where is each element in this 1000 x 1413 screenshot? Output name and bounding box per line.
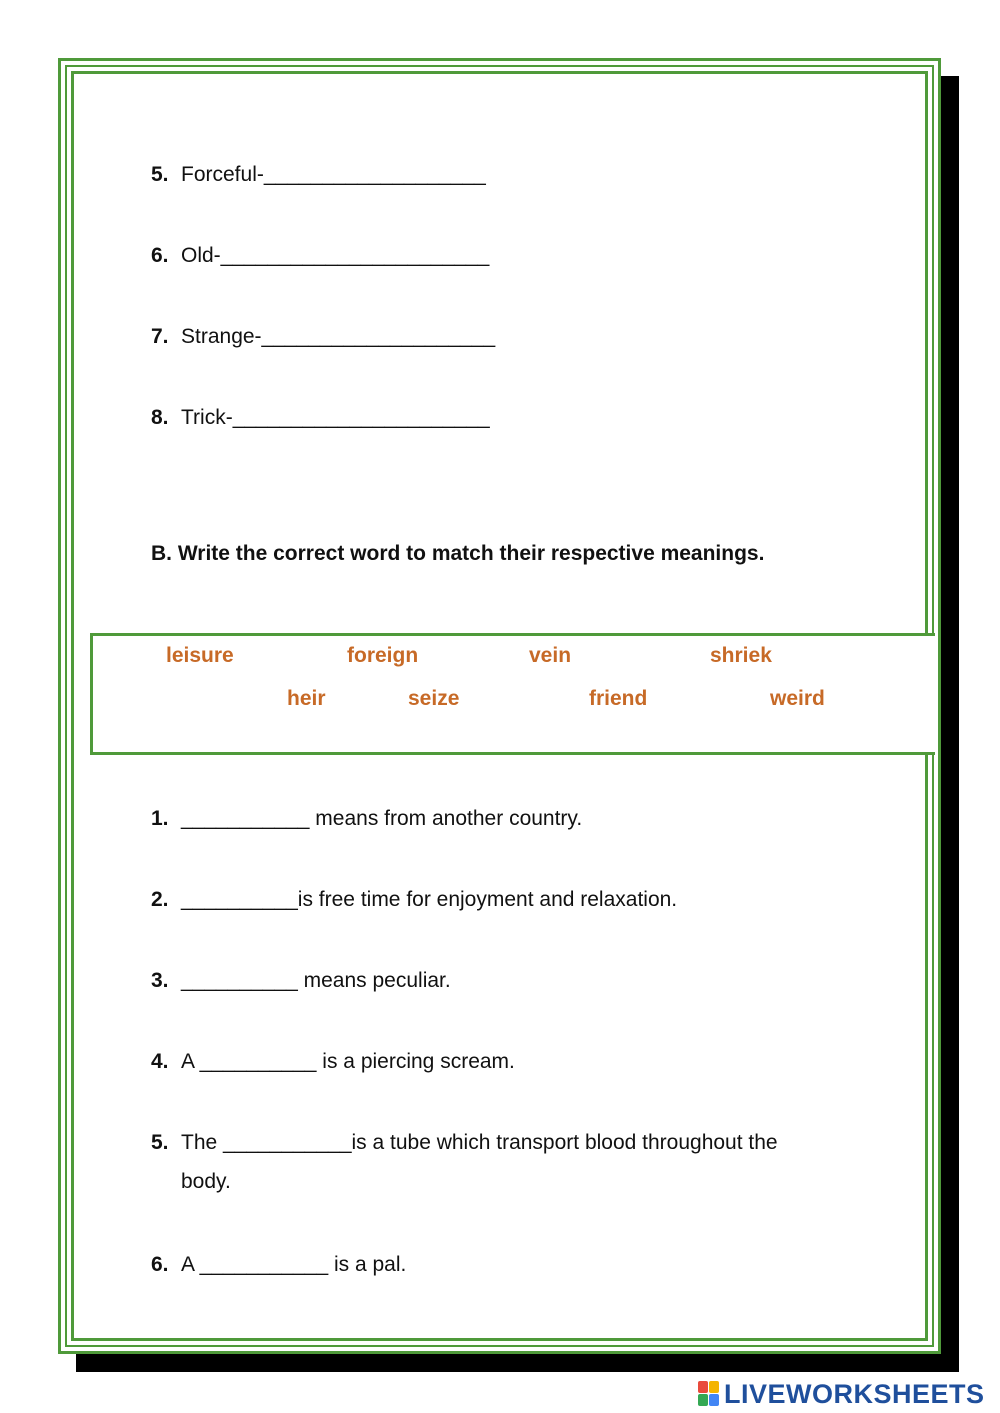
logo-mark-icon [698,1381,720,1407]
word-bank-word: vein [529,644,572,667]
section-b-instruction: B. Write the correct word to match their respective meanings. [151,542,765,565]
item-text: A ___________ is a pal. [181,1253,407,1276]
part-a-item-8 [151,405,490,431]
item-number: 2. [151,888,169,911]
logo-text: LIVEWORKSHEETS [724,1378,985,1409]
word-bank-word: friend [589,687,648,710]
item-number: 5. [151,1131,169,1154]
item-number: 1. [151,807,169,830]
item-text: The ___________is a tube which transport blood throughout the [181,1131,778,1154]
item-number: 7. [151,325,169,348]
item-number: 4. [151,1050,169,1073]
part-b-item-4 [151,1049,515,1075]
item-number: 6. [151,244,169,267]
item-text: Strange-____________________ [181,325,496,348]
part-a-item-7 [151,324,495,350]
part-b-item-5 [151,1130,778,1156]
part-a-item-5 [151,162,486,188]
part-a-item-6 [151,243,489,269]
item-text: ___________ means from another country. [181,807,583,830]
item-text: __________ means peculiar. [181,969,451,992]
item-number: 8. [151,406,169,429]
part-b-item-6 [151,1252,406,1278]
word-bank-word: seize [408,687,460,710]
item-text: __________is free time for enjoyment and relaxation. [181,888,678,911]
item-number: 3. [151,969,169,992]
word-bank-word: weird [770,687,825,710]
item-number: 6. [151,1253,169,1276]
item-text: A __________ is a piercing scream. [181,1050,515,1073]
item-text: Old-_______________________ [181,244,490,267]
part-b-item-5-continuation: body. [181,1170,231,1193]
part-b-item-2 [151,887,677,913]
part-b-item-1 [151,806,582,832]
item-text: Trick-______________________ [181,406,490,429]
word-bank-word: heir [287,687,326,710]
word-bank-word: shriek [710,644,772,667]
item-text: Forceful-___________________ [181,163,486,186]
part-b-item-3 [151,968,451,994]
item-number: 5. [151,163,169,186]
word-bank-word: foreign [347,644,419,667]
liveworksheets-logo [698,1378,985,1410]
word-bank-word: leisure [166,644,234,667]
